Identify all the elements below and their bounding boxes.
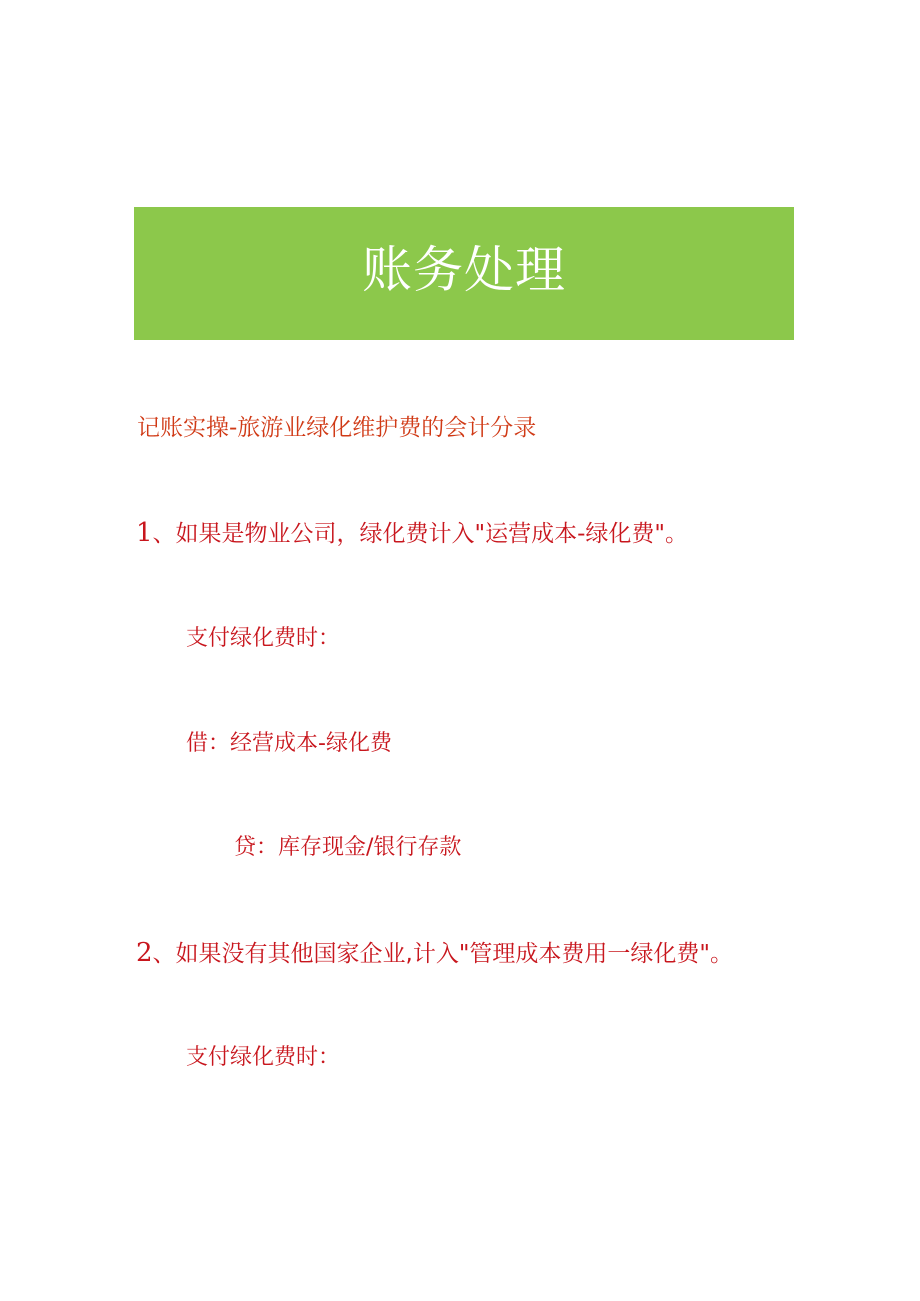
page-title: 账务处理 — [362, 240, 566, 299]
section-heading-text: 、如果没有其他国家企业,计入"管理成本费用一绿化费"。 — [152, 941, 734, 967]
article-subtitle: 记账实操-旅游业绿化维护费的会计分录 — [137, 415, 537, 441]
payment-label: 支付绿化费时： — [186, 626, 341, 651]
section-heading-1 — [136, 520, 688, 546]
credit-entry: 贷：库存现金/银行存款 — [234, 835, 462, 860]
section-number: 1 — [136, 518, 153, 548]
debit-entry: 借：经营成本-绿化费 — [186, 731, 392, 756]
section-heading-2 — [136, 940, 733, 966]
section-number: 2 — [136, 938, 153, 968]
payment-label: 支付绿化费时： — [186, 1045, 341, 1070]
title-banner — [134, 207, 794, 340]
section-heading-text: 、如果是物业公司，绿化费计入"运营成本-绿化费"。 — [152, 521, 689, 547]
